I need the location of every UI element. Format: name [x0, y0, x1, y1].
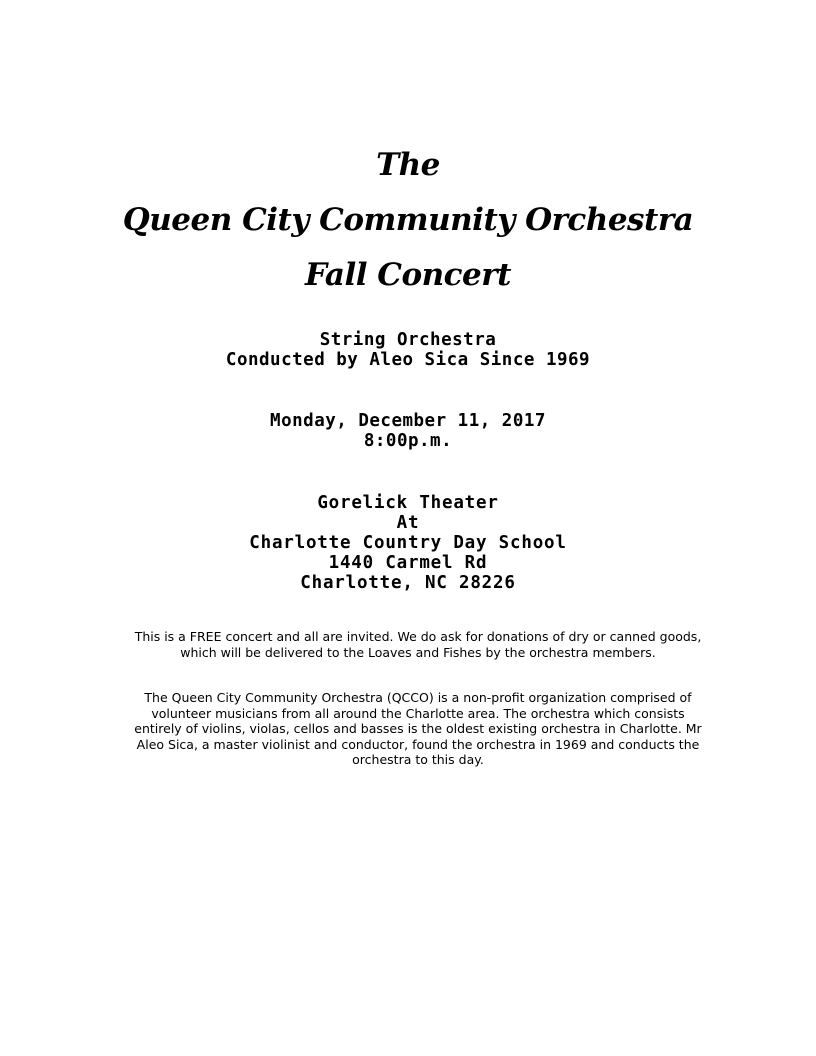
- venue-name: Gorelick Theater: [317, 493, 499, 513]
- subtitle-conductor: Conducted by Aleo Sica Since 1969: [225, 350, 591, 370]
- title-line-the: The: [376, 147, 440, 183]
- event-datetime: [0, 411, 816, 451]
- concert-title: [0, 138, 816, 303]
- free-concert-paragraph: This is a FREE concert and all are invited. We do ask for donations of dry or canned goods, which will be delivered to the Loaves and Fishes by the orchestra members.: [134, 629, 702, 660]
- venue-address: [0, 493, 816, 593]
- venue-city: Charlotte, NC 28226: [300, 573, 516, 593]
- event-time: 8:00p.m.: [363, 431, 453, 451]
- subtitle-ensemble: String Orchestra: [319, 330, 497, 350]
- title-line-concert-name: Fall Concert: [305, 257, 511, 293]
- about-orchestra-paragraph: The Queen City Community Orchestra (QCCO) is a non-profit organization comprised of volunteer musicians from all around the Charlotte area. The orchestra which consists entirely of violins, violas, cellos and basses is the oldest existing orchestra in Charlotte. Mr Aleo Sica, a master violinist and conductor, found the orchestra in 1969 and conducts the orchestra to this day.: [134, 690, 702, 767]
- event-date: Monday, December 11, 2017: [270, 411, 546, 431]
- venue-street: 1440 Carmel Rd: [328, 553, 488, 573]
- venue-school: Charlotte Country Day School: [249, 533, 567, 553]
- orchestra-subtitle: [0, 330, 816, 370]
- venue-at: At: [396, 513, 420, 533]
- title-line-orchestra-name: Queen City Community Orchestra: [122, 202, 694, 238]
